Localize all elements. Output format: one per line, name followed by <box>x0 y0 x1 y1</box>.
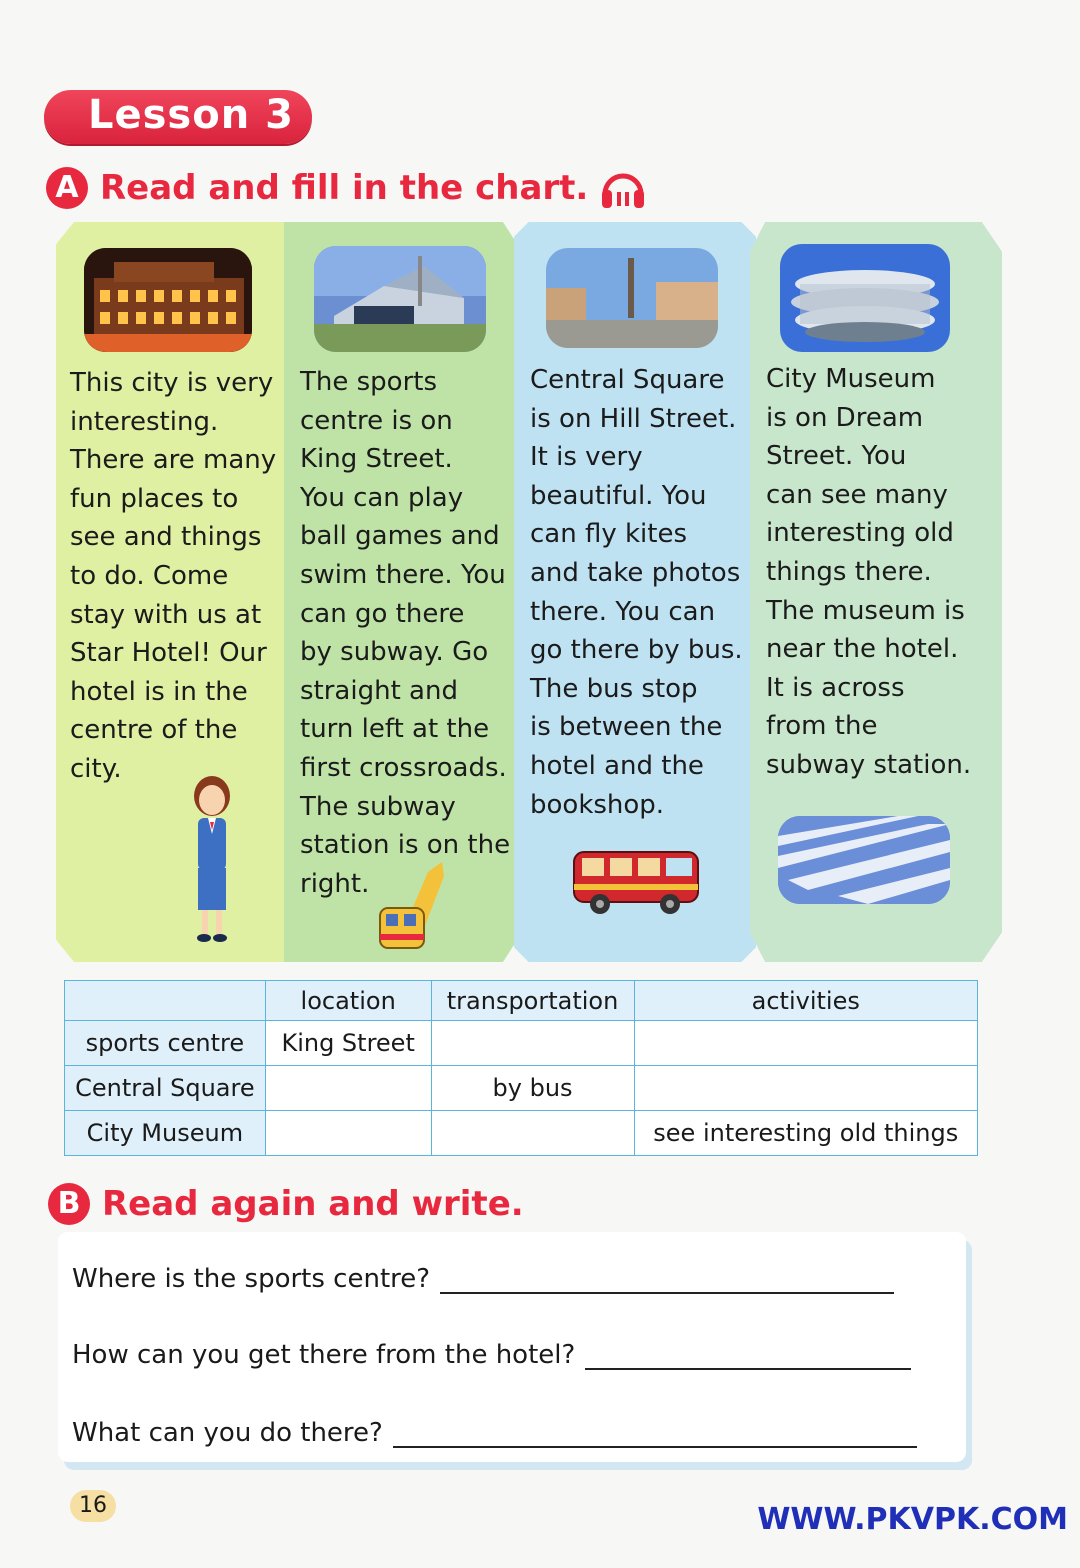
row-label: Central Square <box>65 1066 266 1111</box>
chart-header-activities: activities <box>634 981 978 1021</box>
table-row <box>65 1111 978 1156</box>
row-label: sports centre <box>65 1021 266 1066</box>
chart-cell[interactable] <box>634 1021 978 1066</box>
chart-cell[interactable] <box>265 1066 431 1111</box>
chart-cell[interactable]: by bus <box>431 1066 634 1111</box>
panel-2-text: The sports centre is on King Street. You can play ball games and swim there. You can go there by subway. Go straight and turn left at the first crossroads. The subway station is on the right. <box>300 367 511 899</box>
fill-in-chart <box>64 980 978 1156</box>
lesson-label-text: Lesson 3 <box>88 92 294 138</box>
watermark-url: WWW.PKVPK.COM <box>757 1502 1068 1537</box>
section-b-heading <box>48 1183 524 1225</box>
headphones-icon[interactable] <box>600 166 646 210</box>
panel-3-text: Central Square is on Hill Street. It is very beautiful. You can fly kites and take photos there. You can go there by bus. The bus stop is between the hotel and the bookshop. <box>530 365 743 820</box>
chart-cell[interactable]: King Street <box>265 1021 431 1066</box>
question-1 <box>72 1264 894 1294</box>
lesson-label <box>44 90 312 144</box>
chart-header-location: location <box>265 981 431 1021</box>
page-number: 16 <box>70 1490 116 1522</box>
question-3 <box>72 1418 917 1448</box>
section-b-title: Read again and write. <box>102 1184 524 1224</box>
crosswalk-photo <box>778 816 950 904</box>
table-row <box>65 1021 978 1066</box>
central-square-photo <box>546 248 718 348</box>
question-1-text: Where is the sports centre? <box>72 1264 431 1294</box>
bus-icon <box>570 842 704 918</box>
chart-header-transportation: transportation <box>431 981 634 1021</box>
chart-cell[interactable] <box>634 1066 978 1111</box>
chart-cell[interactable]: see interesting old things <box>634 1111 978 1156</box>
section-b-letter: B <box>48 1183 90 1225</box>
section-a-letter: A <box>46 167 88 209</box>
chart-header-row <box>65 981 978 1021</box>
chart-cell[interactable] <box>265 1111 431 1156</box>
reading-panels <box>56 222 1002 962</box>
question-2-text: How can you get there from the hotel? <box>72 1340 576 1370</box>
section-a-title: Read and fill in the chart. <box>100 168 589 208</box>
section-a-heading <box>46 166 646 210</box>
question-3-text: What can you do there? <box>72 1418 383 1448</box>
panel-1-text: This city is very interesting. There are many fun places to see and things to do. Come stay with us at Star Hotel! Our hotel is in the centre of the city. <box>70 368 277 784</box>
sports-centre-photo <box>314 246 486 352</box>
subway-train-icon <box>378 852 448 952</box>
chart-cell[interactable] <box>431 1111 634 1156</box>
city-museum-photo <box>780 244 950 352</box>
hotel-photo <box>84 248 252 352</box>
answer-line-2[interactable] <box>585 1367 911 1370</box>
chart-cell[interactable] <box>431 1021 634 1066</box>
row-label: City Museum <box>65 1111 266 1156</box>
receptionist-illustration <box>184 774 240 946</box>
answer-line-1[interactable] <box>440 1291 894 1294</box>
chart-header-empty <box>65 981 266 1021</box>
question-2 <box>72 1340 911 1370</box>
table-row <box>65 1066 978 1111</box>
questions-box <box>58 1232 966 1462</box>
panel-4-text: City Museum is on Dream Street. You can see many interesting old things there. The museum is near the hotel. It is across from the subway station. <box>766 364 972 780</box>
answer-line-3[interactable] <box>393 1445 917 1448</box>
